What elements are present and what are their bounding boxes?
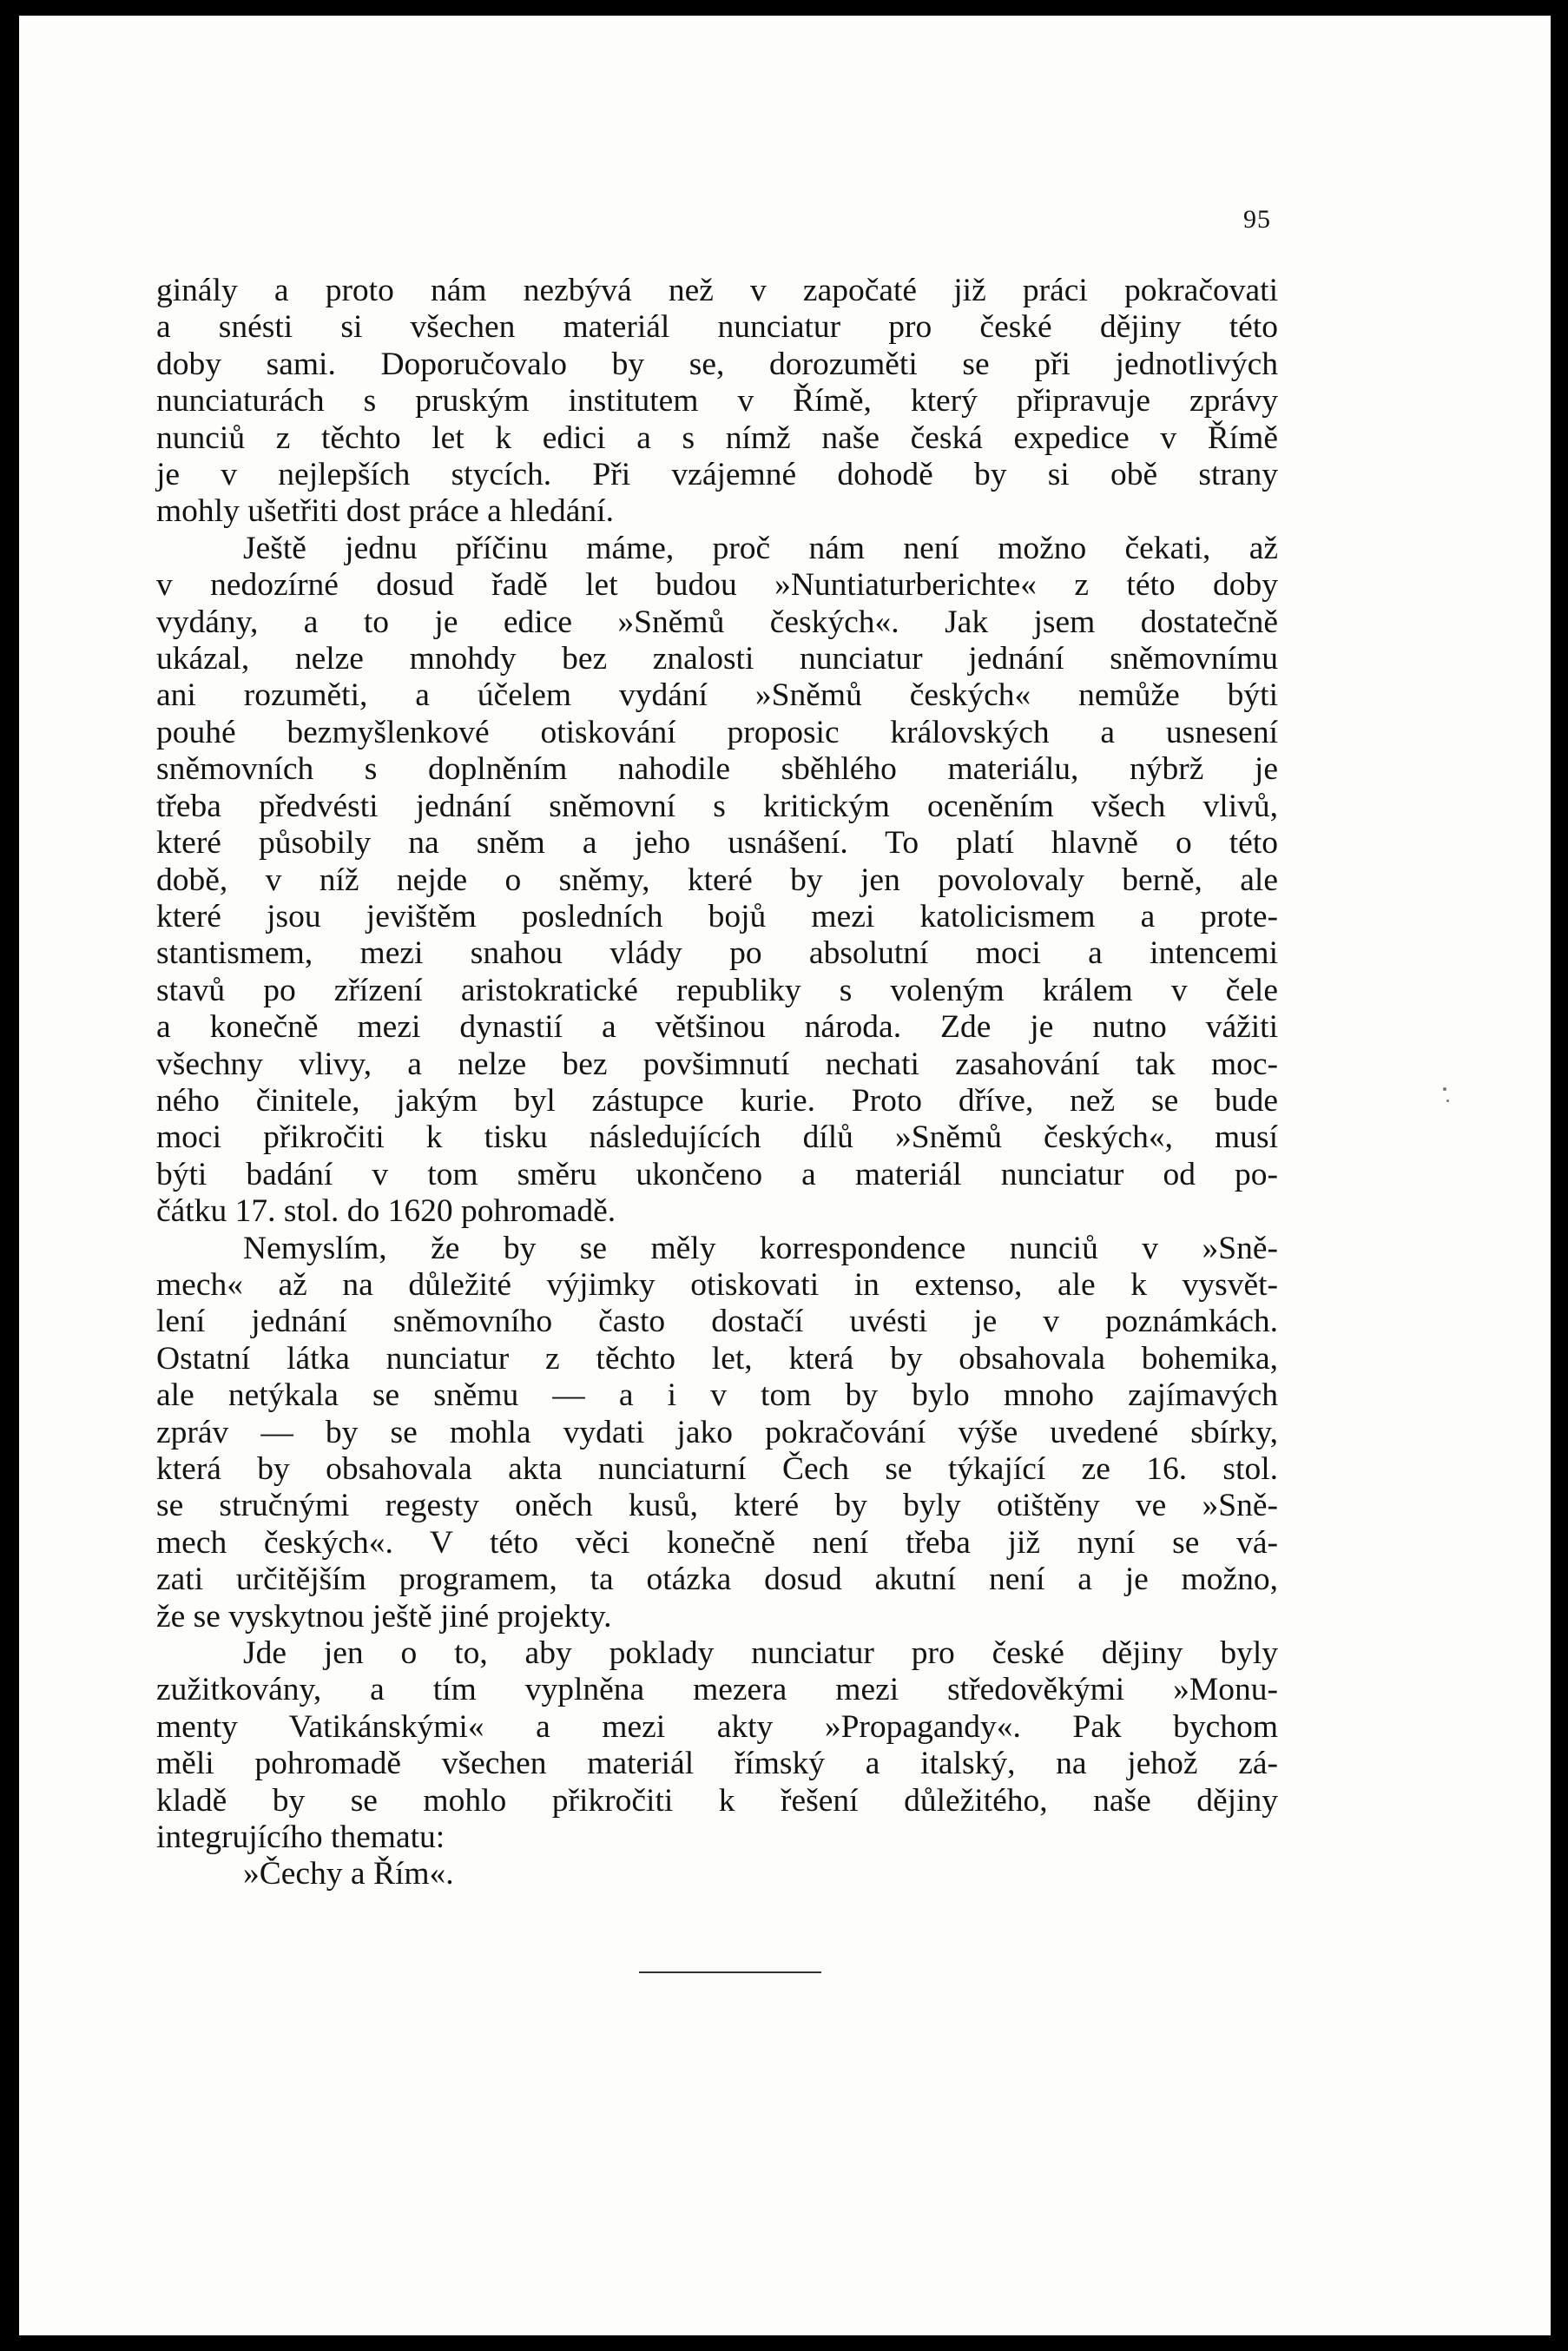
text-line: nunciaturách s pruským institutem v Římě, který připravuje zprávy: [156, 383, 1278, 419]
text-line: mech českých«. V této věci konečně není třeba již nyní se vá-: [156, 1524, 1278, 1561]
text-line: zužitkovány, a tím vyplněna mezera mezi středověkými »Monu-: [156, 1672, 1278, 1708]
text-line: mech« až na důležité výjimky otiskovati in extenso, ale k vysvět-: [156, 1266, 1278, 1303]
paragraph: [156, 1635, 1278, 1893]
text-line: zpráv — by se mohla vydati jako pokračování výše uvedené sbírky,: [156, 1414, 1278, 1450]
text-line: třeba předvésti jednání sněmovní s kritickým oceněním všech vlivů,: [156, 788, 1278, 824]
text-line: sněmovních s doplněním nahodile sběhlého materiálu, nýbrž je: [156, 751, 1278, 788]
text-line: stantismem, mezi snahou vlády po absolutní moci a intencemi: [156, 935, 1278, 972]
text-line: ného činitele, jakým byl zástupce kurie. Proto dříve, než se bude: [156, 1082, 1278, 1119]
text-line: doby sami. Doporučovalo by se, dorozuměti se při jednotlivých: [156, 346, 1278, 382]
text-line: zati určitějším programem, ta otázka dosud akutní není a je možno,: [156, 1562, 1278, 1598]
text-line: vydány, a to je edice »Sněmů českých«. Jak jsem dostatečně: [156, 604, 1278, 640]
text-line: Nemyslím, že by se měly korrespondence nunciů v »Sně-: [243, 1230, 1278, 1266]
text-line: se stručnými regesty oněch kusů, které by byly otištěny ve »Sně-: [156, 1488, 1278, 1524]
text-line: lení jednání sněmovního často dostačí uvésti je v poznámkách.: [156, 1304, 1278, 1340]
paragraph: [156, 531, 1278, 1231]
text-line: nunciů z těchto let k edici a s nímž naše česká expedice v Římě: [156, 419, 1278, 456]
text-line: a konečně mezi dynastií a většinou národa. Zde je nutno vážiti: [156, 1009, 1278, 1046]
text-line: moci přikročiti k tisku následujících dílů »Sněmů českých«, musí: [156, 1119, 1278, 1156]
text-line: kladě by se mohlo přikročiti k řešení důležitého, naše dějiny: [156, 1782, 1278, 1819]
text-line: které působily na sněm a jeho usnášení. To platí hlavně o této: [156, 825, 1278, 862]
scan-speck: [1443, 1087, 1446, 1091]
text-line: býti badání v tom směru ukončeno a materiál nunciatur od po-: [156, 1156, 1278, 1192]
text-line: které jsou jevištěm posledních bojů mezi katolicismem a prote-: [156, 898, 1278, 934]
page-number: 95: [1243, 205, 1271, 234]
book-page: [19, 16, 1551, 2335]
text-line: Jde jen o to, aby poklady nunciatur pro české dějiny byly: [243, 1635, 1278, 1672]
paragraph: [156, 273, 1278, 531]
text-line: integrujícího thematu:: [156, 1819, 445, 1856]
text-line: měli pohromadě všechen materiál římský a italský, na jehož zá-: [156, 1746, 1278, 1782]
text-line: pouhé bezmyšlenkové otiskování proposic královských a usnesení: [156, 714, 1278, 750]
text-line: době, v níž nejde o sněmy, které by jen povolovaly berně, ale: [156, 862, 1278, 898]
text-line: čátku 17. stol. do 1620 pohromadě.: [156, 1193, 616, 1230]
text-line: ani rozuměti, a účelem vydání »Sněmů českých« nemůže býti: [156, 677, 1278, 714]
text-line: v nedozírné dosud řadě let budou »Nuntiaturberichte« z této doby: [156, 567, 1278, 604]
text-line: stavů po zřízení aristokratické republiky s voleným králem v čele: [156, 972, 1278, 1008]
scan-speck: [1446, 1100, 1449, 1102]
text-line: menty Vatikánskými« a mezi akty »Propagandy«. Pak bychom: [156, 1708, 1278, 1745]
closing-line: »Čechy a Řím«.: [243, 1856, 454, 1892]
end-rule: [639, 1971, 821, 1973]
text-line: je v nejlepších stycích. Při vzájemné dohodě by si obě strany: [156, 457, 1278, 493]
text-line: ukázal, nelze mnohdy bez znalosti nunciatur jednání sněmovnímu: [156, 641, 1278, 677]
text-line: mohly ušetřiti dost práce a hledání.: [156, 493, 614, 530]
text-line: ale netýkala se sněmu — a i v tom by bylo mnoho zajímavých: [156, 1377, 1278, 1414]
text-line: že se vyskytnou ještě jiné projekty.: [156, 1598, 612, 1634]
text-line: Ostatní látka nunciatur z těchto let, která by obsahovala bohemika,: [156, 1340, 1278, 1377]
text-line: a snésti si všechen materiál nunciatur pro české dějiny této: [156, 309, 1278, 346]
paragraph: [156, 1231, 1278, 1635]
text-line: všechny vlivy, a nelze bez povšimnutí nechati zasahování tak moc-: [156, 1046, 1278, 1082]
text-line: která by obsahovala akta nunciaturní Čech se týkající ze 16. stol.: [156, 1451, 1278, 1487]
text-line: Ještě jednu příčinu máme, proč nám není možno čekati, až: [243, 530, 1278, 566]
body-text: [156, 273, 1278, 1893]
text-line: ginály a proto nám nezbývá než v započaté již práci pokračovati: [156, 273, 1278, 308]
